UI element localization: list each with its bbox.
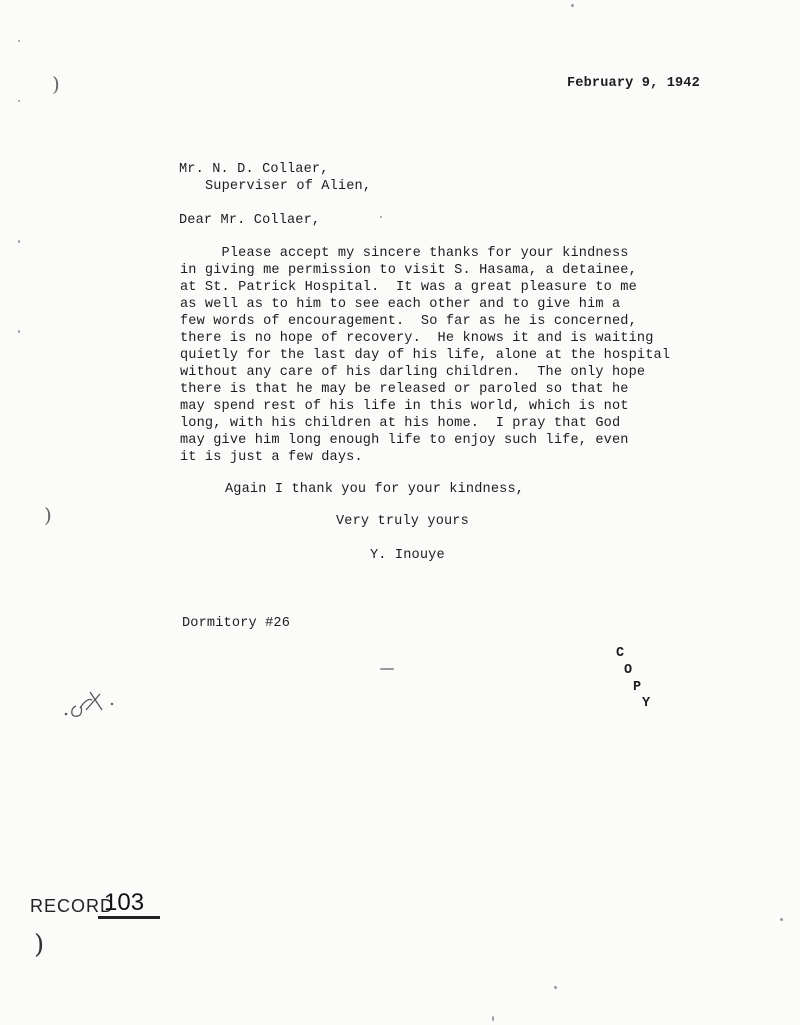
scan-speck	[571, 4, 574, 7]
recipient-name: Mr. N. D. Collaer,	[179, 162, 329, 177]
scan-speck	[380, 216, 382, 218]
body-line: in giving me permission to visit S. Hasama, a detainee,	[180, 263, 637, 278]
copy-letter: O	[624, 663, 633, 678]
scan-speck	[492, 1016, 494, 1021]
record-stamp-underline	[98, 916, 160, 919]
closing-thanks: Again I thank you for your kindness,	[225, 482, 525, 497]
body-line: without any care of his darling children. The only hope	[180, 365, 646, 380]
body-line: Please accept my sincere thanks for your kindness	[180, 246, 629, 261]
margin-mark: )	[34, 930, 45, 960]
signature: Y. Inouye	[370, 548, 445, 563]
body-line: may spend rest of his life in this world, which is not	[180, 399, 629, 414]
handwritten-initials	[60, 684, 130, 728]
margin-mark: )	[44, 503, 52, 527]
body-line: as well as to him to see each other and to give him a	[180, 297, 621, 312]
body-line: few words of encouragement. So far as he is concerned,	[180, 314, 637, 329]
sender-address: Dormitory #26	[182, 616, 290, 631]
body-line: it is just a few days.	[180, 450, 363, 465]
copy-letter: P	[633, 680, 642, 695]
salutation: Dear Mr. Collaer,	[179, 213, 321, 228]
record-stamp-label: RECORD	[30, 896, 115, 916]
body-line: at St. Patrick Hospital. It was a great pleasure to me	[180, 280, 637, 295]
margin-mark: )	[52, 72, 60, 96]
body-line: quietly for the last day of his life, alone at the hospital	[180, 348, 671, 363]
recipient-title: Superviser of Alien,	[205, 179, 372, 194]
scan-speck	[780, 918, 783, 921]
scan-speck	[18, 100, 20, 102]
body-line: there is no hope of recovery. He knows it and is waiting	[180, 331, 654, 346]
record-stamp-number: 103	[104, 889, 145, 916]
scan-speck	[18, 240, 20, 243]
scan-speck	[18, 330, 20, 333]
body-line: may give him long enough life to enjoy such life, even	[180, 433, 629, 448]
letter-date: February 9, 1942	[567, 76, 700, 91]
scan-speck	[554, 986, 557, 989]
valediction: Very truly yours	[336, 514, 469, 529]
copy-letter: C	[616, 646, 625, 661]
scan-speck	[380, 668, 394, 670]
body-line: there is that he may be released or paroled so that he	[180, 382, 629, 397]
copy-letter: Y	[642, 696, 651, 711]
scan-speck	[18, 40, 20, 42]
body-line: long, with his children at his home. I pray that God	[180, 416, 621, 431]
